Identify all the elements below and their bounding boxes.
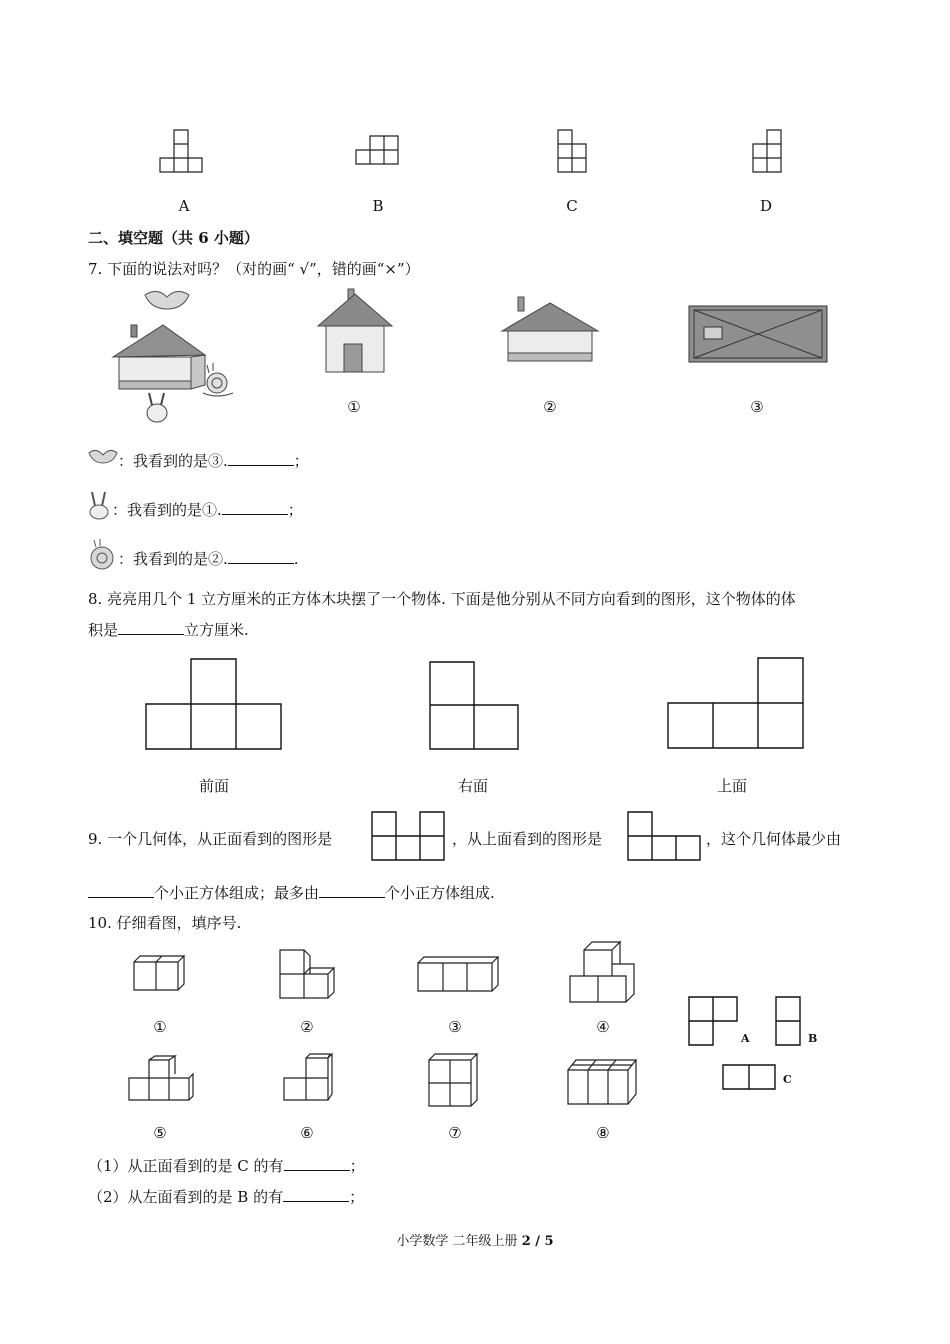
answer-blank[interactable] [228, 549, 294, 564]
q8-front-view-label: 前面 [199, 777, 230, 795]
page-number: 2 / 5 [521, 1234, 554, 1249]
q10-sub1-text: （1）从正面看到的是 C 的有 [88, 1157, 284, 1175]
section-title: 二、填空题（共 6 小题） [88, 229, 259, 247]
answer-blank[interactable] [118, 620, 184, 635]
q10-view-c-label: C [783, 1073, 792, 1086]
q10-sub1 [88, 1155, 365, 1176]
q7-statement-2 [112, 499, 303, 520]
footer-text: 小学数学 二年级上册 [396, 1234, 518, 1249]
answer-blank[interactable] [319, 883, 385, 898]
q8-top-view-label: 上面 [717, 777, 748, 795]
q9-front-view-figure [370, 811, 450, 863]
q10-view-a-label: A [741, 1032, 750, 1045]
q7-statement-3 [118, 548, 299, 569]
snail-icon [88, 538, 116, 572]
q10-figure-5 [127, 1056, 193, 1104]
q10-figure-2 [276, 948, 338, 1000]
q7-view-2-image [500, 295, 600, 367]
q10-stem: 10. 仔细看图，填序号. [88, 914, 242, 932]
q8-stem-line1: 8. 亮亮用几个 1 立方厘米的正方体木块摆了一个物体. 下面是他分别从不同方向看到的图形，这个物体的体 [88, 590, 796, 608]
q10-figure-5-label: ⑤ [153, 1124, 167, 1142]
rabbit-icon [88, 490, 110, 520]
q7-statement-1-text: ：我看到的是③. [118, 452, 228, 470]
q8-stem-line2 [88, 619, 249, 640]
bird-icon [145, 291, 189, 309]
q10-figure-8-label: ⑧ [596, 1124, 610, 1142]
q8-front-view-figure [145, 658, 285, 752]
q10-figure-7-label: ⑦ [448, 1124, 462, 1142]
q10-figure-1-label: ① [153, 1018, 167, 1036]
q9-line2-part2: 个小正方体组成. [385, 884, 495, 902]
q10-figure-4 [568, 938, 640, 1004]
q8-right-view-figure [429, 660, 521, 754]
q10-sub2-end: ； [349, 1188, 365, 1206]
q7-statement-1-end: ； [293, 452, 309, 470]
q10-figure-3 [416, 955, 502, 995]
q7-view-2-label: ② [543, 398, 557, 416]
rabbit-icon [147, 393, 167, 422]
snail-icon [203, 363, 233, 396]
q10-sub2 [88, 1186, 364, 1207]
q8-right-view-label: 右面 [458, 777, 489, 795]
answer-blank[interactable] [283, 1187, 349, 1202]
q10-view-c-figure [722, 1064, 778, 1092]
q6-option-b-figure [356, 134, 406, 170]
q10-figure-2-label: ② [300, 1018, 314, 1036]
q9-part3: ，这个几何体最少由 [706, 830, 842, 848]
q7-view-3-label: ③ [750, 398, 764, 416]
q10-view-b-figure [775, 996, 803, 1048]
q10-view-a-figure [688, 996, 742, 1048]
page-footer [0, 1230, 950, 1249]
q10-figure-6-label: ⑥ [300, 1124, 314, 1142]
q7-view-1-label: ① [347, 398, 361, 416]
q10-figure-8 [566, 1056, 636, 1108]
q10-figure-4-label: ④ [596, 1018, 610, 1036]
q6-option-d-figure [752, 128, 786, 176]
q6-option-b-label: B [372, 197, 384, 215]
q6-option-a-figure [160, 128, 210, 174]
q9-line2 [88, 882, 495, 903]
q9-part2: ，从上面看到的图形是 [452, 830, 603, 848]
q8-top-view-figure [667, 657, 807, 751]
q9-top-view-figure [626, 811, 706, 863]
q10-sub1-end: ； [349, 1157, 365, 1175]
q7-statement-3-end: . [293, 550, 299, 568]
q6-option-a-label: A [178, 197, 190, 215]
answer-blank[interactable] [228, 451, 294, 466]
q7-statement-1 [118, 450, 309, 471]
q10-figure-6 [282, 1054, 334, 1106]
answer-blank[interactable] [88, 883, 154, 898]
q7-house-scene-image [105, 285, 245, 425]
q10-figure-1 [130, 954, 190, 994]
q6-option-d-label: D [759, 197, 773, 215]
bird-icon [88, 447, 118, 467]
q7-stem: 7. 下面的说法对吗？（对的画“ √”，错的画“×”） [88, 260, 420, 278]
q9-line2-part1: 个小正方体组成；最多由 [154, 884, 320, 902]
q7-view-1-image [316, 288, 394, 378]
answer-blank[interactable] [222, 500, 288, 515]
q8-stem-pre: 积是 [88, 621, 119, 639]
q10-sub2-text: （2）从左面看到的是 B 的有 [88, 1188, 284, 1206]
q7-statement-2-end: ； [287, 501, 303, 519]
q8-stem-post: 立方厘米. [184, 621, 249, 639]
q10-figure-7 [427, 1052, 479, 1110]
q7-statement-3-text: ：我看到的是②. [118, 550, 228, 568]
q7-view-3-image [688, 305, 830, 365]
q6-option-c-figure [557, 128, 591, 176]
q10-figure-3-label: ③ [448, 1018, 462, 1036]
answer-blank[interactable] [284, 1156, 350, 1171]
q9-part1: 9. 一个几何体，从正面看到的图形是 [88, 830, 333, 848]
q7-statement-2-text: ：我看到的是①. [112, 501, 222, 519]
q10-view-b-label: B [808, 1032, 818, 1045]
q6-option-c-label: C [566, 197, 578, 215]
